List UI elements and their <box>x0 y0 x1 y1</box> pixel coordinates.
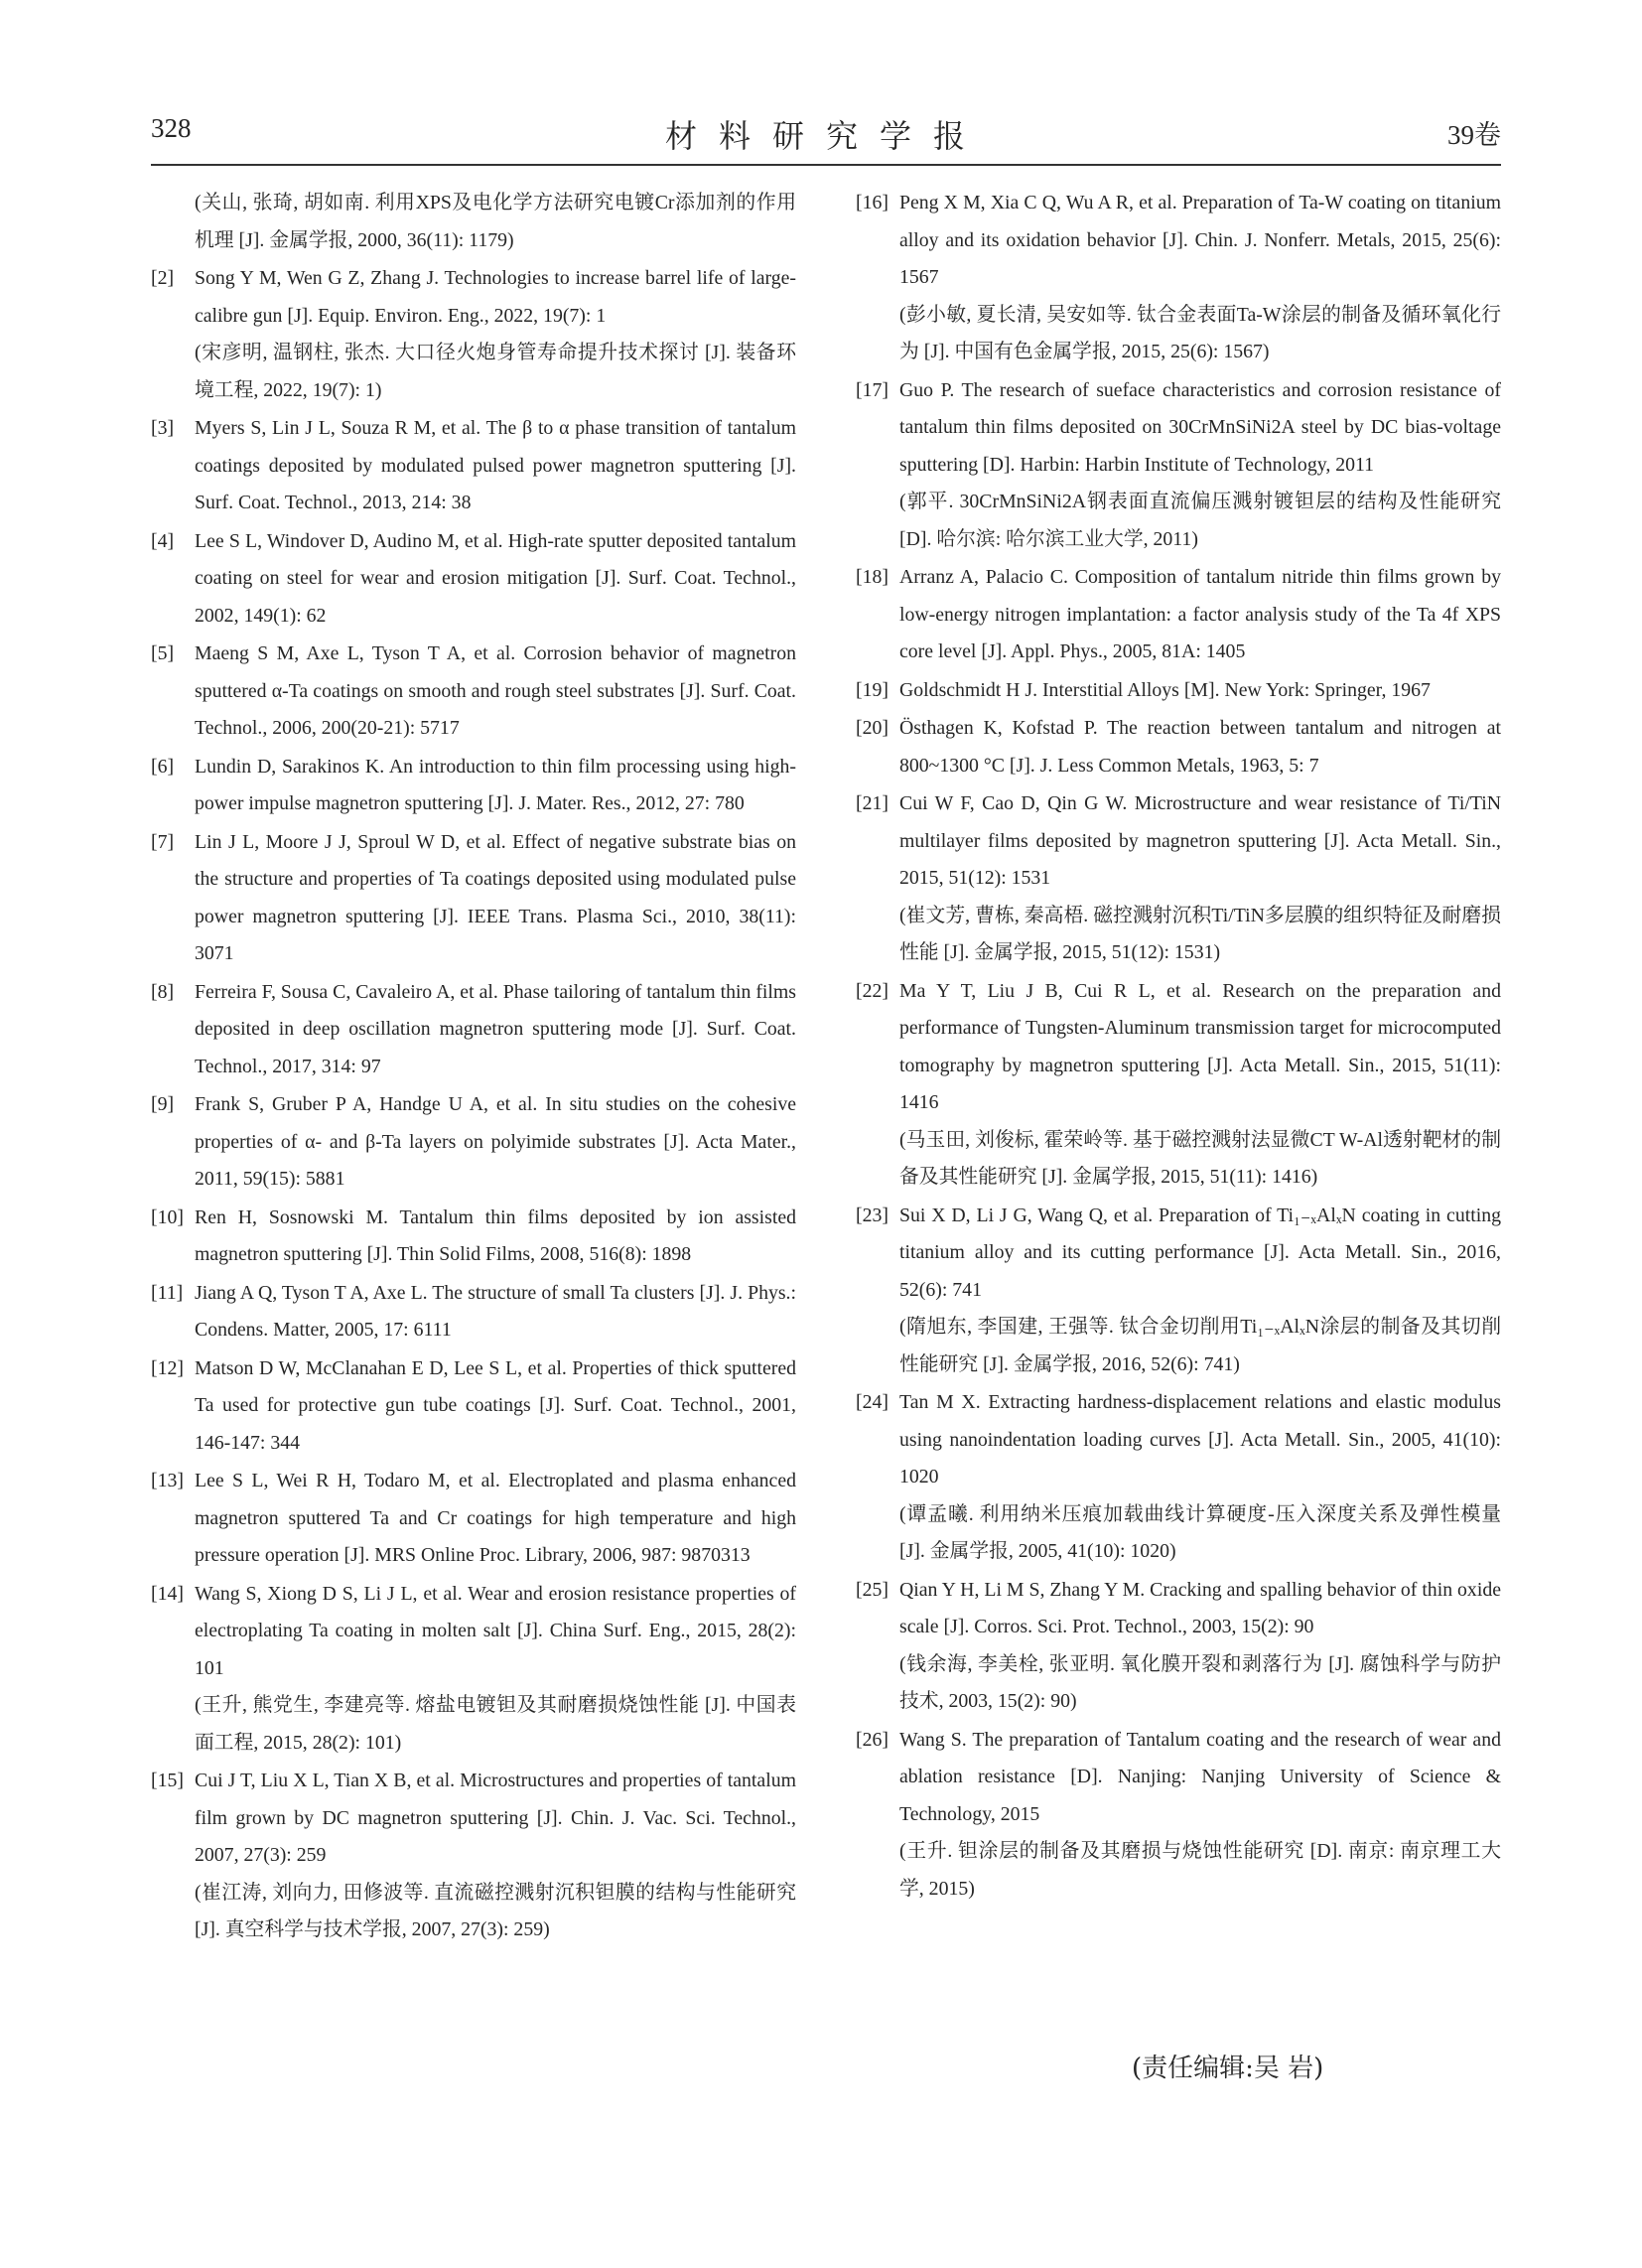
reference-item <box>151 1200 796 1274</box>
reference-item <box>856 185 1501 371</box>
reference-number: [12] <box>151 1356 184 1379</box>
reference-en-text: Matson D W, McClanahan E D, Lee S L, et al. Properties of thick sputtered Ta used for protective gun tube coatings [J]. Surf. Coat. Technol., 2001, 146-147: 344 <box>195 1356 796 1454</box>
reference-en-text: Arranz A, Palacio C. Composition of tantalum nitride thin films grown by low-energy nitrogen implantation: a factor analysis study of the Ta 4f XPS core level [J]. Appl. Phys., 2005, 81A: 1405 <box>899 566 1501 662</box>
reference-cn-text: (崔文芳, 曹栋, 秦高梧. 磁控溅射沉积Ti/TiN多层膜的组织特征及耐磨损性能 [J]. 金属学报, 2015, 51(12): 1531) <box>899 904 1501 963</box>
reference-en-text: Cui J T, Liu X L, Tian X B, et al. Microstructures and properties of tantalum film grown by DC magnetron sputtering [J]. Chin. J. Vac. Sci. Technol., 2007, 27(3): 259 <box>195 1770 796 1866</box>
reference-item <box>151 1275 796 1349</box>
reference-item <box>151 260 796 409</box>
reference-item <box>856 559 1501 671</box>
reference-item <box>151 974 796 1086</box>
reference-en-text: Myers S, Lin J L, Souza R M, et al. The β to α phase transition of tantalum coatings deposited by modulated pulsed power magnetron sputtering [J]. Surf. Coat. Technol., 2013, 214: 38 <box>195 417 796 513</box>
reference-cn-text: (彭小敏, 夏长清, 吴安如等. 钛合金表面Ta-W涂层的制备及循环氧化行为 [J]. 中国有色金属学报, 2015, 25(6): 1567) <box>899 303 1501 362</box>
reference-item <box>151 636 796 748</box>
reference-cn-text: (郭平. 30CrMnSiNi2A钢表面直流偏压溅射镀钽层的结构及性能研究 [D]. 哈尔滨: 哈尔滨工业大学, 2011) <box>899 491 1501 550</box>
reference-number: [4] <box>151 529 175 552</box>
reference-item <box>856 372 1501 559</box>
reference-en-text: Östhagen K, Kofstad P. The reaction between tantalum and nitrogen at 800~1300 °C [J]. J. Less Common Metals, 1963, 5: 7 <box>899 717 1501 777</box>
reference-en-text: Maeng S M, Axe L, Tyson T A, et al. Corrosion behavior of magnetron sputtered α-Ta coatings on smooth and rough steel substrates [J]. Surf. Coat. Technol., 2006, 200(20-21): 5717 <box>195 642 796 739</box>
volume-label: 39卷 <box>1447 120 1501 150</box>
reference-en-text: Ma Y T, Liu J B, Cui R L, et al. Research on the preparation and performance of Tungsten-Aluminum transmission target for microcomputed tomography by magnetron sputtering [J]. Acta Metall. Sin., 2015, 51(11): 1416 <box>899 979 1501 1113</box>
reference-cn-text: (王升, 熊党生, 李建亮等. 熔盐电镀钽及其耐磨损烧蚀性能 [J]. 中国表面工程, 2015, 28(2): 101) <box>195 1694 796 1754</box>
reference-en-text: Goldschmidt H J. Interstitial Alloys [M]. New York: Springer, 1967 <box>899 678 1431 701</box>
references-right-column <box>856 185 1501 1909</box>
reference-item <box>151 1463 796 1575</box>
reference-en-text: Peng X M, Xia C Q, Wu A R, et al. Preparation of Ta-W coating on titanium alloy and its oxidation behavior [J]. Chin. J. Nonferr. Metals, 2015, 25(6): 1567 <box>899 192 1501 288</box>
reference-number: [7] <box>151 830 175 853</box>
reference-item <box>151 1350 796 1463</box>
reference-item <box>856 1384 1501 1571</box>
reference-number: [22] <box>856 979 889 1002</box>
reference-en-text: Frank S, Gruber P A, Handge U A, et al. In situ studies on the cohesive properties of α- and β-Ta layers on polyimide substrates [J]. Acta Mater., 2011, 59(15): 5881 <box>195 1093 796 1190</box>
reference-cn-text: (关山, 张琦, 胡如南. 利用XPS及电化学方法研究电镀Cr添加剂的作用机理 [J]. 金属学报, 2000, 36(11): 1179) <box>195 192 796 251</box>
reference-item <box>151 1576 796 1763</box>
reference-number: [25] <box>856 1578 889 1601</box>
reference-item <box>856 672 1501 710</box>
reference-item <box>151 410 796 522</box>
reference-number: [10] <box>151 1205 184 1228</box>
page-number: 328 <box>151 113 192 143</box>
reference-en-text: Cui W F, Cao D, Qin G W. Microstructure and wear resistance of Ti/TiN multilayer films deposited by magnetron sputtering [J]. Acta Metall. Sin., 2015, 51(12): 1531 <box>899 792 1501 889</box>
reference-list-right <box>856 185 1501 1908</box>
editor-note: (责任编辑:吴 岩) <box>1132 2054 1324 2083</box>
reference-item <box>856 973 1501 1197</box>
reference-item <box>151 1086 796 1199</box>
reference-number: [17] <box>856 378 889 401</box>
reference-en-text: Qian Y H, Li M S, Zhang Y M. Cracking and spalling behavior of thin oxide scale [J]. Corros. Sci. Prot. Technol., 2003, 15(2): 90 <box>899 1578 1501 1637</box>
reference-en-text: Ren H, Sosnowski M. Tantalum thin films deposited by ion assisted magnetron sputtering [J]. Thin Solid Films, 2008, 516(8): 1898 <box>195 1205 796 1265</box>
references-left-column <box>151 185 796 1950</box>
reference-number: [16] <box>856 192 889 213</box>
reference-en-text: Lee S L, Wei R H, Todaro M, et al. Electroplated and plasma enhanced magnetron sputtered Ta and Cr coatings for high temperature and high pressure operation [J]. MRS Online Proc. Library, 2006, 987: 9870313 <box>195 1470 796 1566</box>
reference-number: [20] <box>856 717 889 739</box>
reference-number: [26] <box>856 1728 889 1751</box>
reference-number: [2] <box>151 267 175 289</box>
reference-en-text: Jiang A Q, Tyson T A, Axe L. The structure of small Ta clusters [J]. J. Phys.: Condens. Matter, 2005, 17: 6111 <box>195 1281 796 1341</box>
reference-number: [9] <box>151 1093 175 1115</box>
reference-number: [3] <box>151 417 175 439</box>
reference-number: [15] <box>151 1770 184 1791</box>
reference-en-text: Lin J L, Moore J J, Sproul W D, et al. Effect of negative substrate bias on the structure and properties of Ta coatings deposited using modulated pulse power magnetron sputtering [J]. IEEE Trans. Plasma Sci., 2010, 38(11): 3071 <box>195 830 796 964</box>
reference-number: [24] <box>856 1391 889 1413</box>
reference-number: [8] <box>151 980 175 1003</box>
reference-item <box>856 710 1501 784</box>
reference-list-left <box>151 260 796 1949</box>
reference-item <box>151 523 796 636</box>
reference-number: [13] <box>151 1470 184 1491</box>
reference-en-text: Song Y M, Wen G Z, Zhang J. Technologies to increase barrel life of large-calibre gun [J]. Equip. Environ. Eng., 2022, 19(7): 1 <box>195 267 796 327</box>
reference-en-text: Sui X D, Li J G, Wang Q, et al. Preparation of Ti₁₋ₓAlₓN coating in cutting titanium alloy and its cutting performance [J]. Acta Metall. Sin., 2016, 52(6): 741 <box>899 1204 1501 1301</box>
reference-item <box>856 1722 1501 1909</box>
reference-continuation <box>151 185 796 259</box>
reference-item <box>856 785 1501 972</box>
reference-cn-text: (谭孟曦. 利用纳米压痕加载曲线计算硬度-压入深度关系及弹性模量 [J]. 金属学报, 2005, 41(10): 1020) <box>899 1502 1501 1562</box>
reference-cn-text: (钱余海, 李美栓, 张亚明. 氧化膜开裂和剥落行为 [J]. 腐蚀科学与防护技术, 2003, 15(2): 90) <box>899 1652 1501 1712</box>
reference-item <box>856 1198 1501 1384</box>
reference-item <box>151 749 796 823</box>
reference-item <box>151 1763 796 1949</box>
page-header <box>151 109 1501 161</box>
reference-en-text: Lundin D, Sarakinos K. An introduction to thin film processing using high-power impulse magnetron sputtering [J]. J. Mater. Res., 2012, 27: 780 <box>195 755 796 814</box>
reference-en-text: Ferreira F, Sousa C, Cavaleiro A, et al. Phase tailoring of tantalum thin films deposited in deep oscillation magnetron sputtering mode [J]. Surf. Coat. Technol., 2017, 314: 97 <box>195 980 796 1077</box>
reference-cn-text: (崔江涛, 刘向力, 田修波等. 直流磁控溅射沉积钽膜的结构与性能研究 [J]. 真空科学与技术学报, 2007, 27(3): 259) <box>195 1881 796 1940</box>
reference-number: [5] <box>151 642 175 664</box>
reference-number: [18] <box>856 566 889 588</box>
reference-cn-text: (王升. 钽涂层的制备及其磨损与烧蚀性能研究 [D]. 南京: 南京理工大学, 2015) <box>899 1840 1501 1900</box>
reference-number: [19] <box>856 678 889 701</box>
reference-item <box>151 824 796 973</box>
reference-en-text: Guo P. The research of sueface characteristics and corrosion resistance of tantalum thin films deposited on 30CrMnSiNi2A steel by DC bias-voltage sputtering [D]. Harbin: Harbin Institute of Technology, 2011 <box>899 378 1501 476</box>
journal-title: 材料研究学报 <box>664 118 987 154</box>
reference-en-text: Wang S, Xiong D S, Li J L, et al. Wear and erosion resistance properties of electroplating Ta coating in molten salt [J]. China Surf. Eng., 2015, 28(2): 101 <box>195 1582 796 1679</box>
reference-en-text: Lee S L, Windover D, Audino M, et al. High-rate sputter deposited tantalum coating on steel for wear and erosion mitigation [J]. Surf. Coat. Technol., 2002, 149(1): 62 <box>195 529 796 627</box>
header-rule <box>151 164 1501 166</box>
reference-number: [23] <box>856 1204 889 1226</box>
reference-cn-text: (隋旭东, 李国建, 王强等. 钛合金切削用Ti₁₋ₓAlₓN涂层的制备及其切削性能研究 [J]. 金属学报, 2016, 52(6): 741) <box>899 1316 1501 1375</box>
reference-number: [21] <box>856 792 889 814</box>
reference-en-text: Tan M X. Extracting hardness-displacement relations and elastic modulus using nanoindentation loading curves [J]. Acta Metall. Sin., 2005, 41(10): 1020 <box>899 1391 1501 1488</box>
reference-item <box>856 1572 1501 1721</box>
reference-number: [11] <box>151 1281 184 1304</box>
reference-number: [6] <box>151 755 175 778</box>
reference-cn-text: (马玉田, 刘俊标, 霍荣岭等. 基于磁控溅射法显微CT W-Al透射靶材的制备及其性能研究 [J]. 金属学报, 2015, 51(11): 1416) <box>899 1128 1501 1188</box>
reference-cn-text: (宋彦明, 温钢柱, 张杰. 大口径火炮身管寿命提升技术探讨 [J]. 装备环境工程, 2022, 19(7): 1) <box>195 342 796 401</box>
reference-en-text: Wang S. The preparation of Tantalum coating and the research of wear and ablation resistance [D]. Nanjing: Nanjing University of Science & Technology, 2015 <box>899 1728 1501 1825</box>
reference-number: [14] <box>151 1582 184 1605</box>
